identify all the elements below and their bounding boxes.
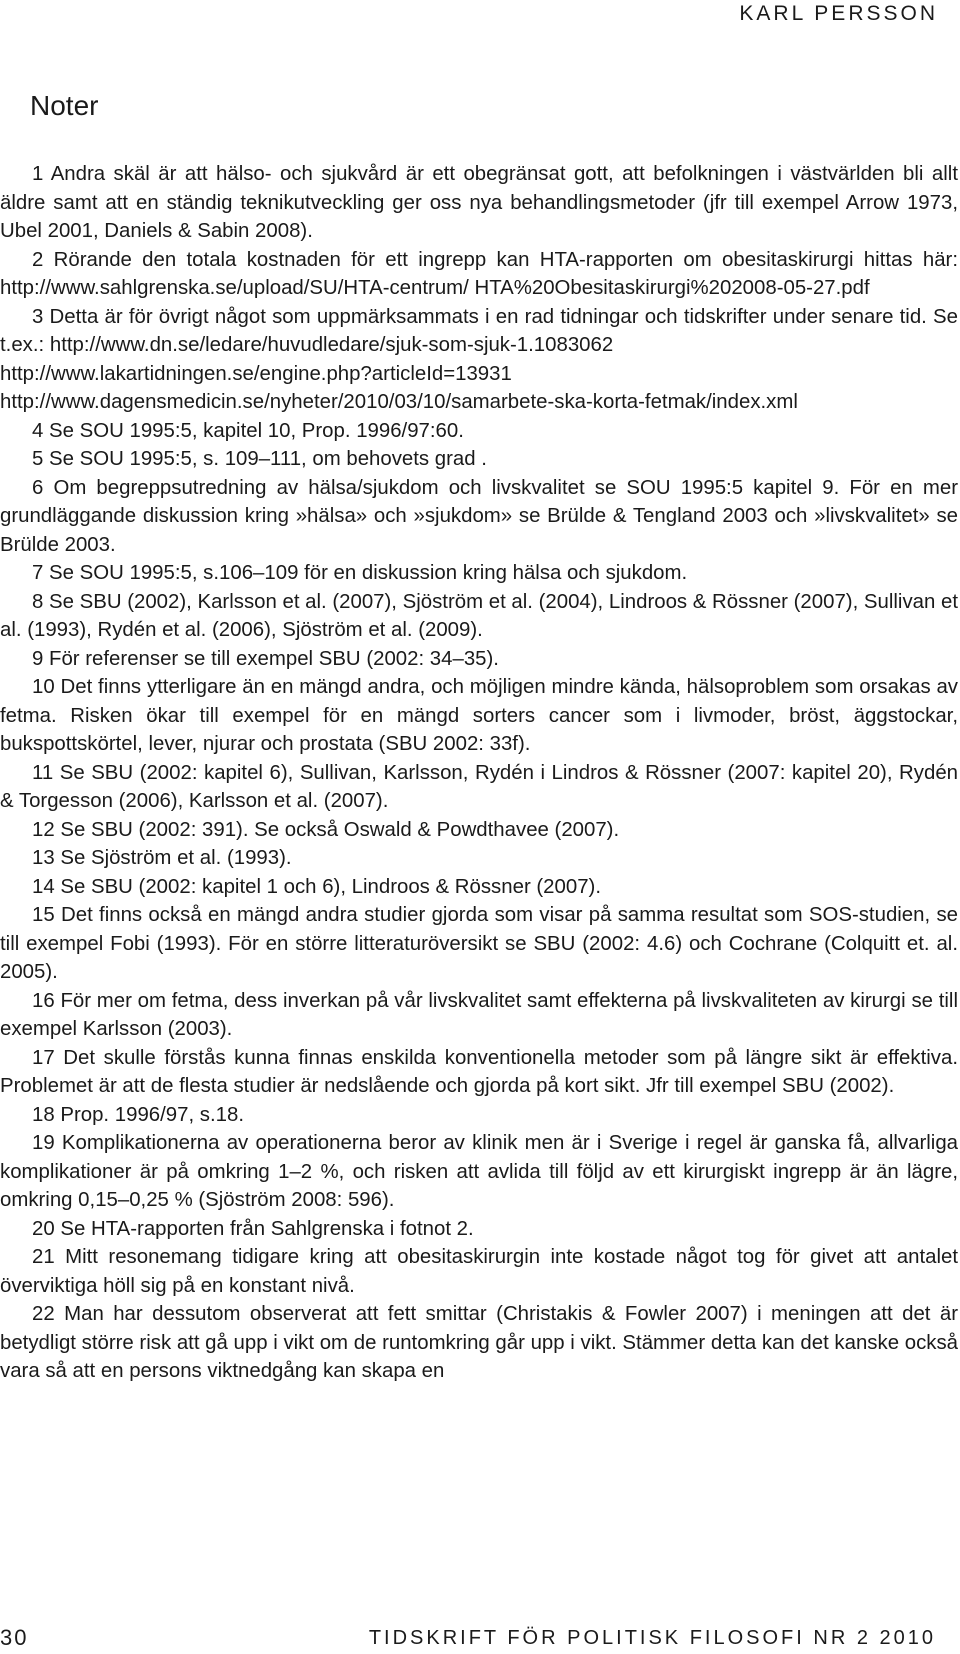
footnote-text: Se SOU 1995:5, kapitel 10, Prop. 1996/97:60. xyxy=(49,419,464,442)
footnote-11 xyxy=(0,759,958,816)
footnote-14 xyxy=(0,873,958,902)
section-title: Noter xyxy=(30,90,99,121)
footnote-22 xyxy=(0,1300,958,1386)
footnote-number: 7 xyxy=(32,562,44,584)
running-head-author: KARL PERSSON xyxy=(739,2,938,25)
footnote-url: http://www.dagensmedicin.se/nyheter/2010/03/10/samarbete-ska-korta-fetmak/index.xml xyxy=(0,391,798,413)
footnote-16 xyxy=(0,987,958,1044)
footnote-number: 10 xyxy=(32,676,55,698)
footnote-number: 19 xyxy=(32,1132,55,1154)
footnote-10 xyxy=(0,673,958,759)
footnote-number: 1 xyxy=(32,163,44,185)
footnote-number: 17 xyxy=(32,1046,55,1069)
footnote-3 xyxy=(0,303,958,417)
footnote-1 xyxy=(0,160,958,246)
footnote-number: 22 xyxy=(32,1303,55,1325)
footnote-2 xyxy=(0,246,958,303)
footnote-8 xyxy=(0,588,958,645)
footnote-text: För mer om fetma, dess inverkan på vår livskvalitet samt effekterna på livskvaliteten av kirurgi se till exempel Karlsson (2003). xyxy=(0,989,958,1040)
footnote-url: http://www.lakartidningen.se/engine.php?articleId=13931 xyxy=(0,362,512,385)
footnote-9 xyxy=(0,645,958,674)
notes-list xyxy=(0,160,958,1386)
footnote-text: Man har dessutom observerat att fett smittar (Christakis & Fowler 2007) i meningen att det är betydligt större risk att gå upp i vikt om de runtomkring går upp i vikt. Stämmer detta kan det kanske också vara så att en persons viktnedgång kan skapa en xyxy=(0,1303,959,1382)
footnote-text: Andra skäl är att hälso- och sjukvård är ett obegränsat gott, att befolkningen i västvärlden bli allt äldre samt att en ständig teknikutveckling ger oss nya behandlingsmetoder (jfr till exempel Arrow 1973, Ubel 2001, Daniels & Sabin 2008). xyxy=(0,163,958,242)
footnote-text: Detta är för övrigt något som uppmärksammats i en rad tidningar och tidskrifter under senare tid. Se t.ex.: http://www.dn.se/ledare/huvudledare/sjuk-som-sjuk-1.1083062 xyxy=(0,305,958,356)
footnote-number: 13 xyxy=(32,847,55,869)
page-number: 30 xyxy=(0,1625,29,1650)
footnote-6 xyxy=(0,474,958,560)
footnote-number: 11 xyxy=(32,761,54,784)
footnote-19 xyxy=(0,1129,958,1215)
footnote-text: Se SOU 1995:5, s. 109–111, om behovets grad . xyxy=(49,448,487,470)
footnote-text: Mitt resonemang tidigare kring att obesitaskirurgin inte kostade något tog för givet att antalet överviktiga höll sig på en konstant nivå. xyxy=(0,1246,958,1297)
footnote-18 xyxy=(0,1101,958,1130)
footnote-7 xyxy=(0,559,958,588)
footnote-text: Se SBU (2002: kapitel 6), Sullivan, Karlsson, Rydén i Lindros & Rössner (2007: kapitel 20), Rydén & Torgesson (2006), Karlsson et al. (2007). xyxy=(0,761,958,812)
footnote-number: 12 xyxy=(32,818,55,841)
footnote-number: 5 xyxy=(32,448,44,470)
footnote-13 xyxy=(0,844,958,873)
footnote-number: 14 xyxy=(32,875,55,898)
footnote-text: Det finns ytterligare än en mängd andra, och möjligen mindre kända, hälsoproblem som orsakas av fetma. Risken ökar till exempel för en mängd sorters cancer som i livmoder, bröst, äggstockar, bukspottskörtel, lever, njurar och prostata (SBU 2002: 33f). xyxy=(0,676,958,755)
footnote-number: 21 xyxy=(32,1246,55,1268)
footnote-number: 15 xyxy=(32,904,55,926)
footnote-20 xyxy=(0,1215,958,1244)
footnote-15 xyxy=(0,901,958,987)
journal-title: TIDSKRIFT FÖR POLITISK FILOSOFI NR 2 2010 xyxy=(368,1627,936,1649)
footnote-text: Se SOU 1995:5, s.106–109 för en diskussion kring hälsa och sjukdom. xyxy=(49,562,688,584)
footnote-text: Prop. 1996/97, s.18. xyxy=(60,1103,245,1126)
footnote-number: 4 xyxy=(32,419,44,442)
footnote-number: 6 xyxy=(32,476,44,499)
footnote-text: Komplikationerna av operationerna beror av klinik men är i Sverige i regel är ganska få, allvarliga komplikationer är på omkring 1–2 %, och risken att avlida till följd av ett kirurgiskt ingrepp är än lägre, omkring 0,15–0,25 % (Sjöström 2008: 596). xyxy=(0,1132,959,1211)
footnote-text: Se SBU (2002), Karlsson et al. (2007), Sjöström et al. (2004), Lindroos & Rössner (2007), Sullivan et al. (1993), Rydén et al. (2006), Sjöström et al. (2009). xyxy=(0,590,958,641)
footnote-5 xyxy=(0,445,958,474)
footnote-4 xyxy=(0,417,958,446)
footnote-text: Se HTA-rapporten från Sahlgrenska i fotnot 2. xyxy=(60,1217,474,1240)
footnote-17 xyxy=(0,1044,958,1101)
footnote-text: Det skulle förstås kunna finnas enskilda konventionella metoder som på längre sikt är effektiva. Problemet är att de flesta studier är nedslående och gjorda på kort sikt. Jfr till exempel SBU (2002). xyxy=(0,1046,958,1097)
footnote-number: 3 xyxy=(32,305,44,328)
footnote-text: För referenser se till exempel SBU (2002: 34–35). xyxy=(49,647,499,670)
footnote-number: 18 xyxy=(32,1103,55,1126)
footnote-number: 9 xyxy=(32,647,44,670)
footnote-text: Det finns också en mängd andra studier gjorda som visar på samma resultat som SOS-studien, se till exempel Fobi (1993). För en större litteraturöversikt se SBU (2002: 4.6) och Cochrane (Colquitt et. al. 2005). xyxy=(0,904,958,983)
footnote-number: 8 xyxy=(32,590,44,613)
footnote-number: 20 xyxy=(32,1217,55,1240)
footnote-text: Se SBU (2002: 391). Se också Oswald & Powdthavee (2007). xyxy=(60,818,620,841)
footnote-text: Se Sjöström et al. (1993). xyxy=(60,847,292,869)
footnote-text: Se SBU (2002: kapitel 1 och 6), Lindroos & Rössner (2007). xyxy=(60,875,601,898)
footnote-number: 2 xyxy=(32,248,44,271)
footnote-21 xyxy=(0,1243,958,1300)
footnote-text: Om begreppsutredning av hälsa/sjukdom och livskvalitet se SOU 1995:5 kapitel 9. För en mer grundläggande diskussion kring »hälsa» och »sjukdom» se Brülde & Tengland 2003 och »livskvalitet» se Brülde 2003. xyxy=(0,476,958,556)
footnote-text: Rörande den totala kostnaden för ett ingrepp kan HTA-rapporten om obesitaskirurgi hittas här: http://www.sahlgrenska.se/upload/SU/HTA-centrum/ HTA%20Obesitaskirurgi%202008-05-27.pdf xyxy=(0,248,958,299)
footnote-12 xyxy=(0,816,958,845)
footnote-number: 16 xyxy=(32,989,55,1012)
